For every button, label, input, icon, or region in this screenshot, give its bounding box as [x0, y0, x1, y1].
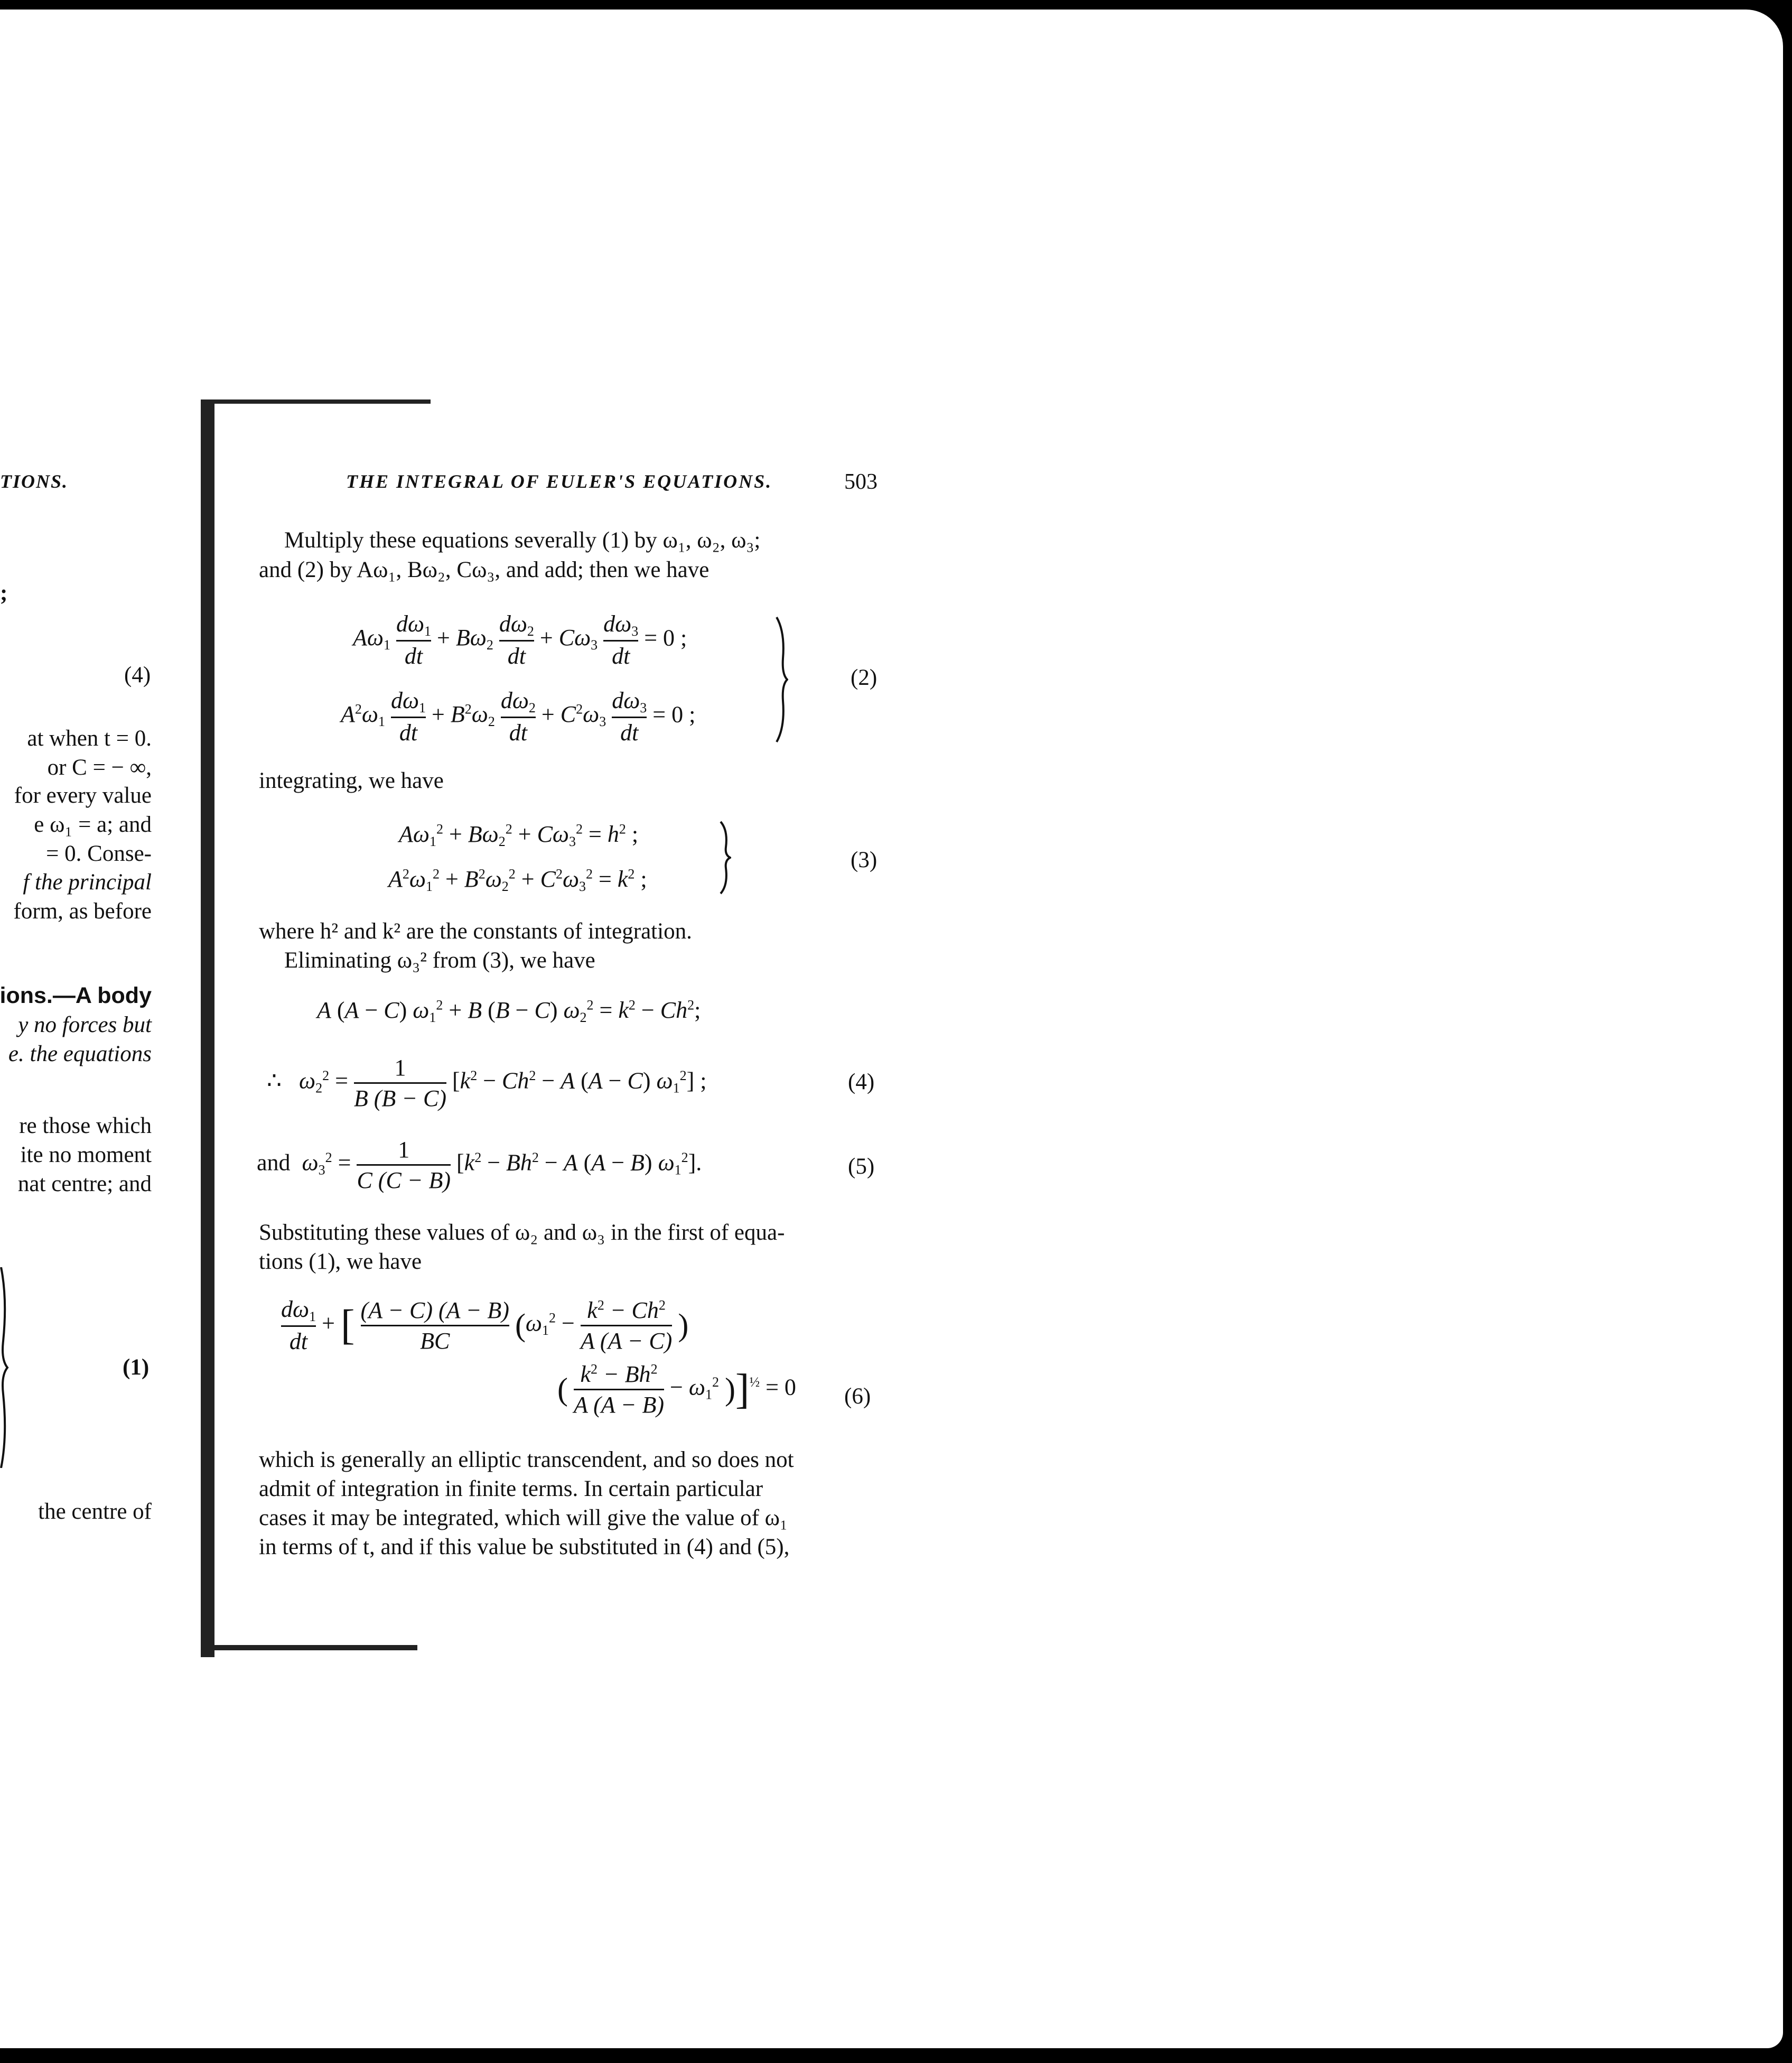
where-line: where h² and k² are the constants of integration. — [259, 919, 692, 944]
left-line: or C = − ∞, — [47, 755, 152, 780]
left-para-line: re those which — [19, 1113, 152, 1138]
left-line: e ω₁ = a; and — [34, 812, 152, 837]
left-semicolon: ; — [0, 581, 8, 606]
left-line: f the principal — [23, 870, 152, 895]
equation-5: and $\omega_3^2$ = $\frac{1}{C (C - B)}$ [$k^2 - Bh^2 - A$ (A − B) $\omega_1^2$]. — [257, 1135, 702, 1195]
left-line: for every value — [14, 783, 152, 808]
left-eq-number-4: (4) — [124, 663, 151, 687]
left-last-line: the centre of — [38, 1499, 152, 1524]
left-line: at when t = 0. — [27, 726, 152, 751]
left-para-line: ite no moment — [20, 1142, 152, 1167]
substituting-line-1: Substituting these values of ω₂ and ω₃ in the first of equa- — [259, 1220, 785, 1245]
eq-label-2: (2) — [851, 665, 878, 690]
eq-label-4: (4) — [848, 1070, 875, 1094]
equation-3a: $A\omega_1^2 + B\omega_2^2 + C\omega_3^2 = h^2$ ; — [399, 821, 639, 849]
eq-label-5: (5) — [848, 1154, 875, 1179]
left-section-line: e. the equations — [8, 1042, 152, 1066]
equation-2a: $A\omega_1$ $\frac{d\omega_1}{dt}$ + $B\omega_2$ $\frac{d\omega_2}{dt}$ + $C\omega_3$ $\frac{d\omega_3}{dt}$ = 0 ; — [353, 609, 687, 671]
closing-line: cases it may be integrated, which will give the value of ω₁ — [259, 1506, 788, 1530]
equation-2b: $A^2\omega_1$ $\frac{d\omega_1}{dt}$ + $B^2\omega_2$ $\frac{d\omega_2}{dt}$ + $C^2\omega_3$ $\frac{d\omega_3}{dt}$ = 0 ; — [341, 686, 695, 747]
equation-6-line-1: $\frac{d\omega_1}{dt}$ + [ $\frac{(A - C) (A - B)}{BC}$ ($\omega_1^2$ − $\frac{k^2 - Ch^2}{A (A - C)}$ ) — [281, 1295, 688, 1356]
left-section-line: ions.—A body — [0, 983, 152, 1008]
left-brace — [0, 1267, 11, 1468]
closing-line: in terms of t, and if this value be substituted in (4) and (5), — [259, 1535, 790, 1559]
closing-line: which is generally an elliptic transcendent, and so does not — [259, 1447, 794, 1472]
gutter-bottom-rule — [201, 1645, 417, 1650]
left-para-line: nat centre; and — [17, 1172, 152, 1196]
eq-label-3: (3) — [851, 848, 878, 872]
intro-line-1: Multiply these equations severally (1) by ω₁, ω₂, ω₃; — [284, 528, 761, 553]
closing-line: admit of integration in finite terms. In certain particular — [259, 1476, 763, 1501]
running-head: THE INTEGRAL OF EULER'S EQUATIONS. — [346, 471, 773, 492]
page-number: 503 — [844, 470, 878, 494]
eq-label-6: (6) — [844, 1384, 871, 1409]
equation-6-line-2: ( $\frac{k^2 - Bh^2}{A (A - B)}$ − $\omega_1^2$ )]$^{\frac{1}{2}}$ = 0 — [557, 1360, 796, 1419]
and-word: and — [257, 1149, 291, 1176]
brace-eq-2 — [776, 616, 788, 743]
left-line: form, as before — [13, 899, 152, 924]
gutter-top-rule — [206, 399, 431, 404]
intro-line-2: and (2) by Aω₁, Bω₂, Cω₃, and add; then we have — [259, 557, 710, 582]
left-line: = 0. Conse- — [46, 841, 152, 866]
page-gutter — [201, 399, 214, 1657]
left-eq-number-1: (1) — [123, 1355, 150, 1380]
brace-eq-3 — [720, 821, 731, 895]
left-running-head: TIONS. — [0, 471, 69, 492]
substituting-line-2: tions (1), we have — [259, 1249, 422, 1274]
left-section-line: y no forces but — [18, 1012, 152, 1037]
integrating-line: integrating, we have — [259, 768, 444, 793]
equation-elim: A (A − C) $\omega_1^2 + B$ (B − C) $\omega_2^2 = k^2 - Ch^2$; — [317, 997, 701, 1025]
eliminating-line: Eliminating ω₃² from (3), we have — [284, 948, 595, 973]
equation-4: ∴ $\omega_2^2$ = $\frac{1}{B (B - C)}$ [$k^2 - Ch^2 - A$ (A − C) $\omega_1^2$] ; — [267, 1053, 706, 1113]
scanned-page — [0, 10, 1783, 2048]
equation-3b: $A^2\omega_1^2 + B^2\omega_2^2 + C^2\omega_3^2 = k^2$ ; — [388, 866, 647, 894]
